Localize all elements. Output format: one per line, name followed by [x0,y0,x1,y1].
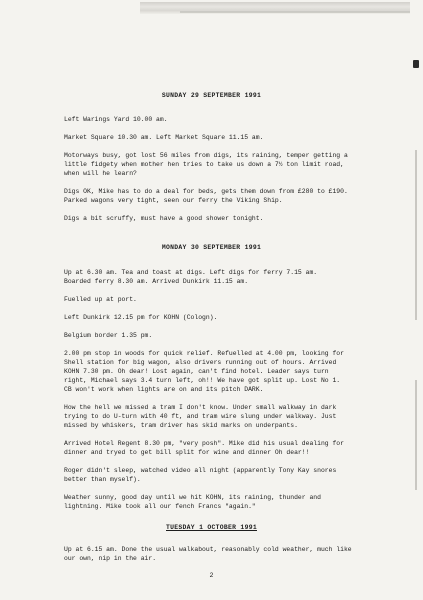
binder-hole [413,60,419,68]
text-line: Boarded ferry 8.30 am. Arrived Dunkirk 11.15 am. [64,278,249,285]
page-number: 2 [209,572,214,579]
text-line: Weather sunny, good day until we hit KOHN, its raining, thunder and [64,494,321,501]
text-line: lightning. Mike took all our fench Francs "again." [64,503,256,510]
text-line: Belgium border 1.35 pm. [64,332,153,339]
text-line: Roger didn't sleep, watched video all night (apparently Tony Kay snores [64,467,337,474]
text-line: when will he learn? [64,170,137,177]
text-line: Left Warings Yard 10.00 am. [64,116,168,123]
text-line: Digs a bit scruffy, must have a good shower tonight. [64,215,264,222]
scan-artifact-line [180,11,410,13]
text-line: little fidgety when mother hen tries to take us down a 7½ ton limit road, [64,161,344,168]
text-line: 2.00 pm stop in woods for quick relief. Refuelled at 4.00 pm, looking for [64,350,344,357]
text-line: our own, nip in the air. [64,555,157,562]
text-line: Market Square 10.30 am. Left Market Square 11.15 am. [64,134,264,141]
text-line: Arrived Hotel Regent 8.30 pm, "very posh". Mike did his usual dealing for [64,440,344,447]
text-line: KOHN 7.30 pm. Oh dear! Lost again, can't find hotel. Leader says turn [64,368,329,375]
binder-holes [413,60,419,72]
section-heading: MONDAY 30 SEPTEMBER 1991 [161,244,262,251]
text-line: right, Michael says 3.4 turn left, oh!! We have got split up. Lost No 1. [64,377,341,384]
section-heading: SUNDAY 29 SEPTEMBER 1991 [161,92,262,99]
text-line: How the hell we missed a tram I don't know. Under small walkway in dark [64,404,337,411]
text-line: Digs OK, Mike has to do a deal for beds, gets them down from £280 to £190. [64,188,348,195]
text-line: better than myself). [64,476,141,483]
text-line: Parked wagons very tight, seen our ferry the Viking Ship. [64,197,283,204]
text-line: Shell station for big wagon, also drivers running out of hours. Arrived [64,359,337,366]
text-line: CB won't work when lights are on and its pitch DARK. [64,386,264,393]
text-line: Fuelled up at port. [64,296,137,303]
text-line: Left Dunkirk 12.15 pm for KOHN (Cologn). [64,314,218,321]
text-line: Up at 6.15 am. Done the usual walkabout, reasonably cold weather, much like [64,546,352,553]
text-line: Up at 6.30 am. Tea and toast at digs. Left digs for ferry 7.15 am. [64,269,318,276]
text-line: missed by whiskers, tram driver has skid marks on underpants. [64,422,298,429]
section-heading: TUESDAY 1 OCTOBER 1991 [166,524,257,531]
text-line: dinner and tryed to get bill split for wine and dinner Oh dear!! [64,449,310,456]
page-edge [415,380,417,490]
text-line: Motorways busy, got lost 56 miles from digs, its raining, temper getting a [64,152,348,159]
text-line: trying to do U-turn with 40 ft, and tram wire slung under walkway. Just [64,413,337,420]
page-edge [415,150,417,320]
